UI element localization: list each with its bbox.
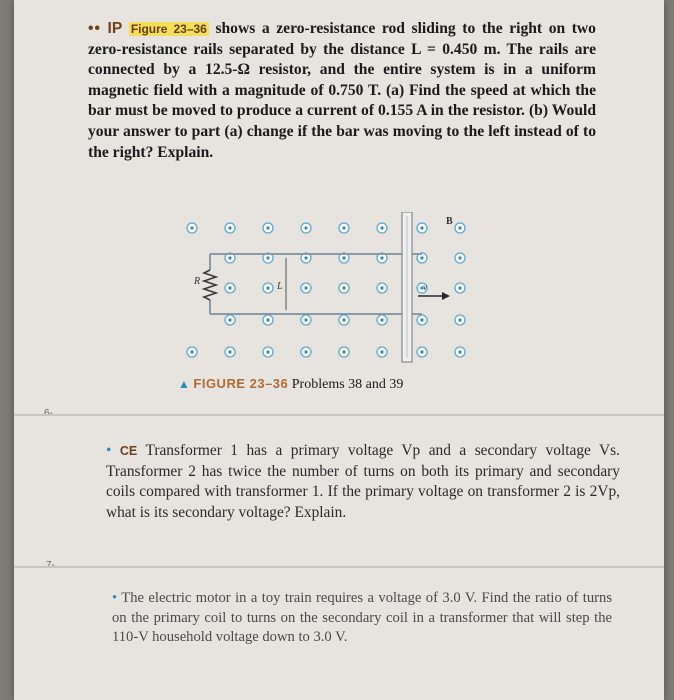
sliding-rod [402, 212, 412, 362]
field-dot-center [420, 256, 423, 259]
field-dot-center [380, 256, 383, 259]
problem-motor-text [112, 589, 612, 648]
bullet-icon: • [106, 442, 112, 459]
field-dot-center [266, 256, 269, 259]
field-dot-center [228, 350, 231, 353]
label-B: B [446, 216, 453, 227]
field-dot-center [266, 226, 269, 229]
field-dot-center [342, 226, 345, 229]
field-dot-center [266, 286, 269, 289]
field-dot-center [304, 318, 307, 321]
section-divider [14, 414, 664, 416]
figure-label: FIGURE 23–36 [193, 376, 289, 391]
motor-body: The electric motor in a toy train requires a voltage of 3.0 V. Find the ratio of turns on the primary coil to turns on the secondary coil in a transformer that will step the 110-V household voltage down to 3.0 V. [112, 590, 612, 645]
field-dot-center [228, 226, 231, 229]
bullet-icon-2: • [112, 590, 118, 606]
field-dot-center [420, 350, 423, 353]
field-dot-center [458, 226, 461, 229]
field-dot-center [458, 350, 461, 353]
field-dot-center [304, 256, 307, 259]
ce-tag: CE [119, 444, 138, 458]
field-dot-center [190, 350, 193, 353]
textbook-page [14, 0, 664, 700]
field-dot-center [304, 226, 307, 229]
field-dot-center [266, 318, 269, 321]
field-dot-center [304, 350, 307, 353]
field-dot-center [228, 318, 231, 321]
caption-text: Problems 38 and 39 [291, 377, 404, 392]
caption-triangle-icon: ▲ [178, 377, 190, 391]
problem-38-body: shows a zero-resistance rod sliding to the right on two zero-resistance rails separated by the distance L = 0.450 m. The rails are connected by a 12.5-Ω resistor, and the entire system is in a uniform magnetic field with a magnitude of 0.750 T. (a) Find the speed at which the bar must be moved to produce a current of 0.155 A in the resistor. (b) Would your answer to part (a) change if the bar was moving to the left instead of to the right? Explain. [88, 20, 596, 161]
section-divider-2 [14, 566, 664, 568]
problem-38-text [88, 19, 596, 163]
field-dot-center [342, 256, 345, 259]
field-dot-center [380, 286, 383, 289]
field-dot-center [458, 286, 461, 289]
problem-transformer-text [106, 441, 620, 523]
label-L: L [277, 281, 283, 292]
field-dot-center [458, 318, 461, 321]
label-R: R [194, 276, 201, 287]
field-dot-center [458, 256, 461, 259]
difficulty-dots: •• [88, 20, 101, 37]
figure-caption [178, 376, 478, 393]
field-dot-center [420, 226, 423, 229]
label-v: v [423, 282, 427, 292]
field-dot-center [304, 286, 307, 289]
transformer-body: Transformer 1 has a primary voltage Vp and a secondary voltage Vs. Transformer 2 has twice the number of turns on both its primary and secondary coils compared with transformer 1. If the primary voltage on transformer 2 is 2Vp, what is its secondary voltage? Explain. [106, 442, 620, 521]
field-dot-center [420, 318, 423, 321]
figure-reference: Figure 23–36 [130, 22, 207, 36]
field-dot-center [190, 226, 193, 229]
field-dot-center [228, 256, 231, 259]
field-dot-center [266, 350, 269, 353]
field-dot-center [342, 350, 345, 353]
field-dot-center [380, 318, 383, 321]
field-dot-center [342, 318, 345, 321]
field-dot-center [380, 226, 383, 229]
rail-rod-figure [164, 212, 484, 372]
field-dot-center [380, 350, 383, 353]
ip-tag: IP [107, 20, 123, 37]
field-dot-center [228, 286, 231, 289]
circuit-rails [204, 254, 422, 314]
field-dot-center [342, 286, 345, 289]
